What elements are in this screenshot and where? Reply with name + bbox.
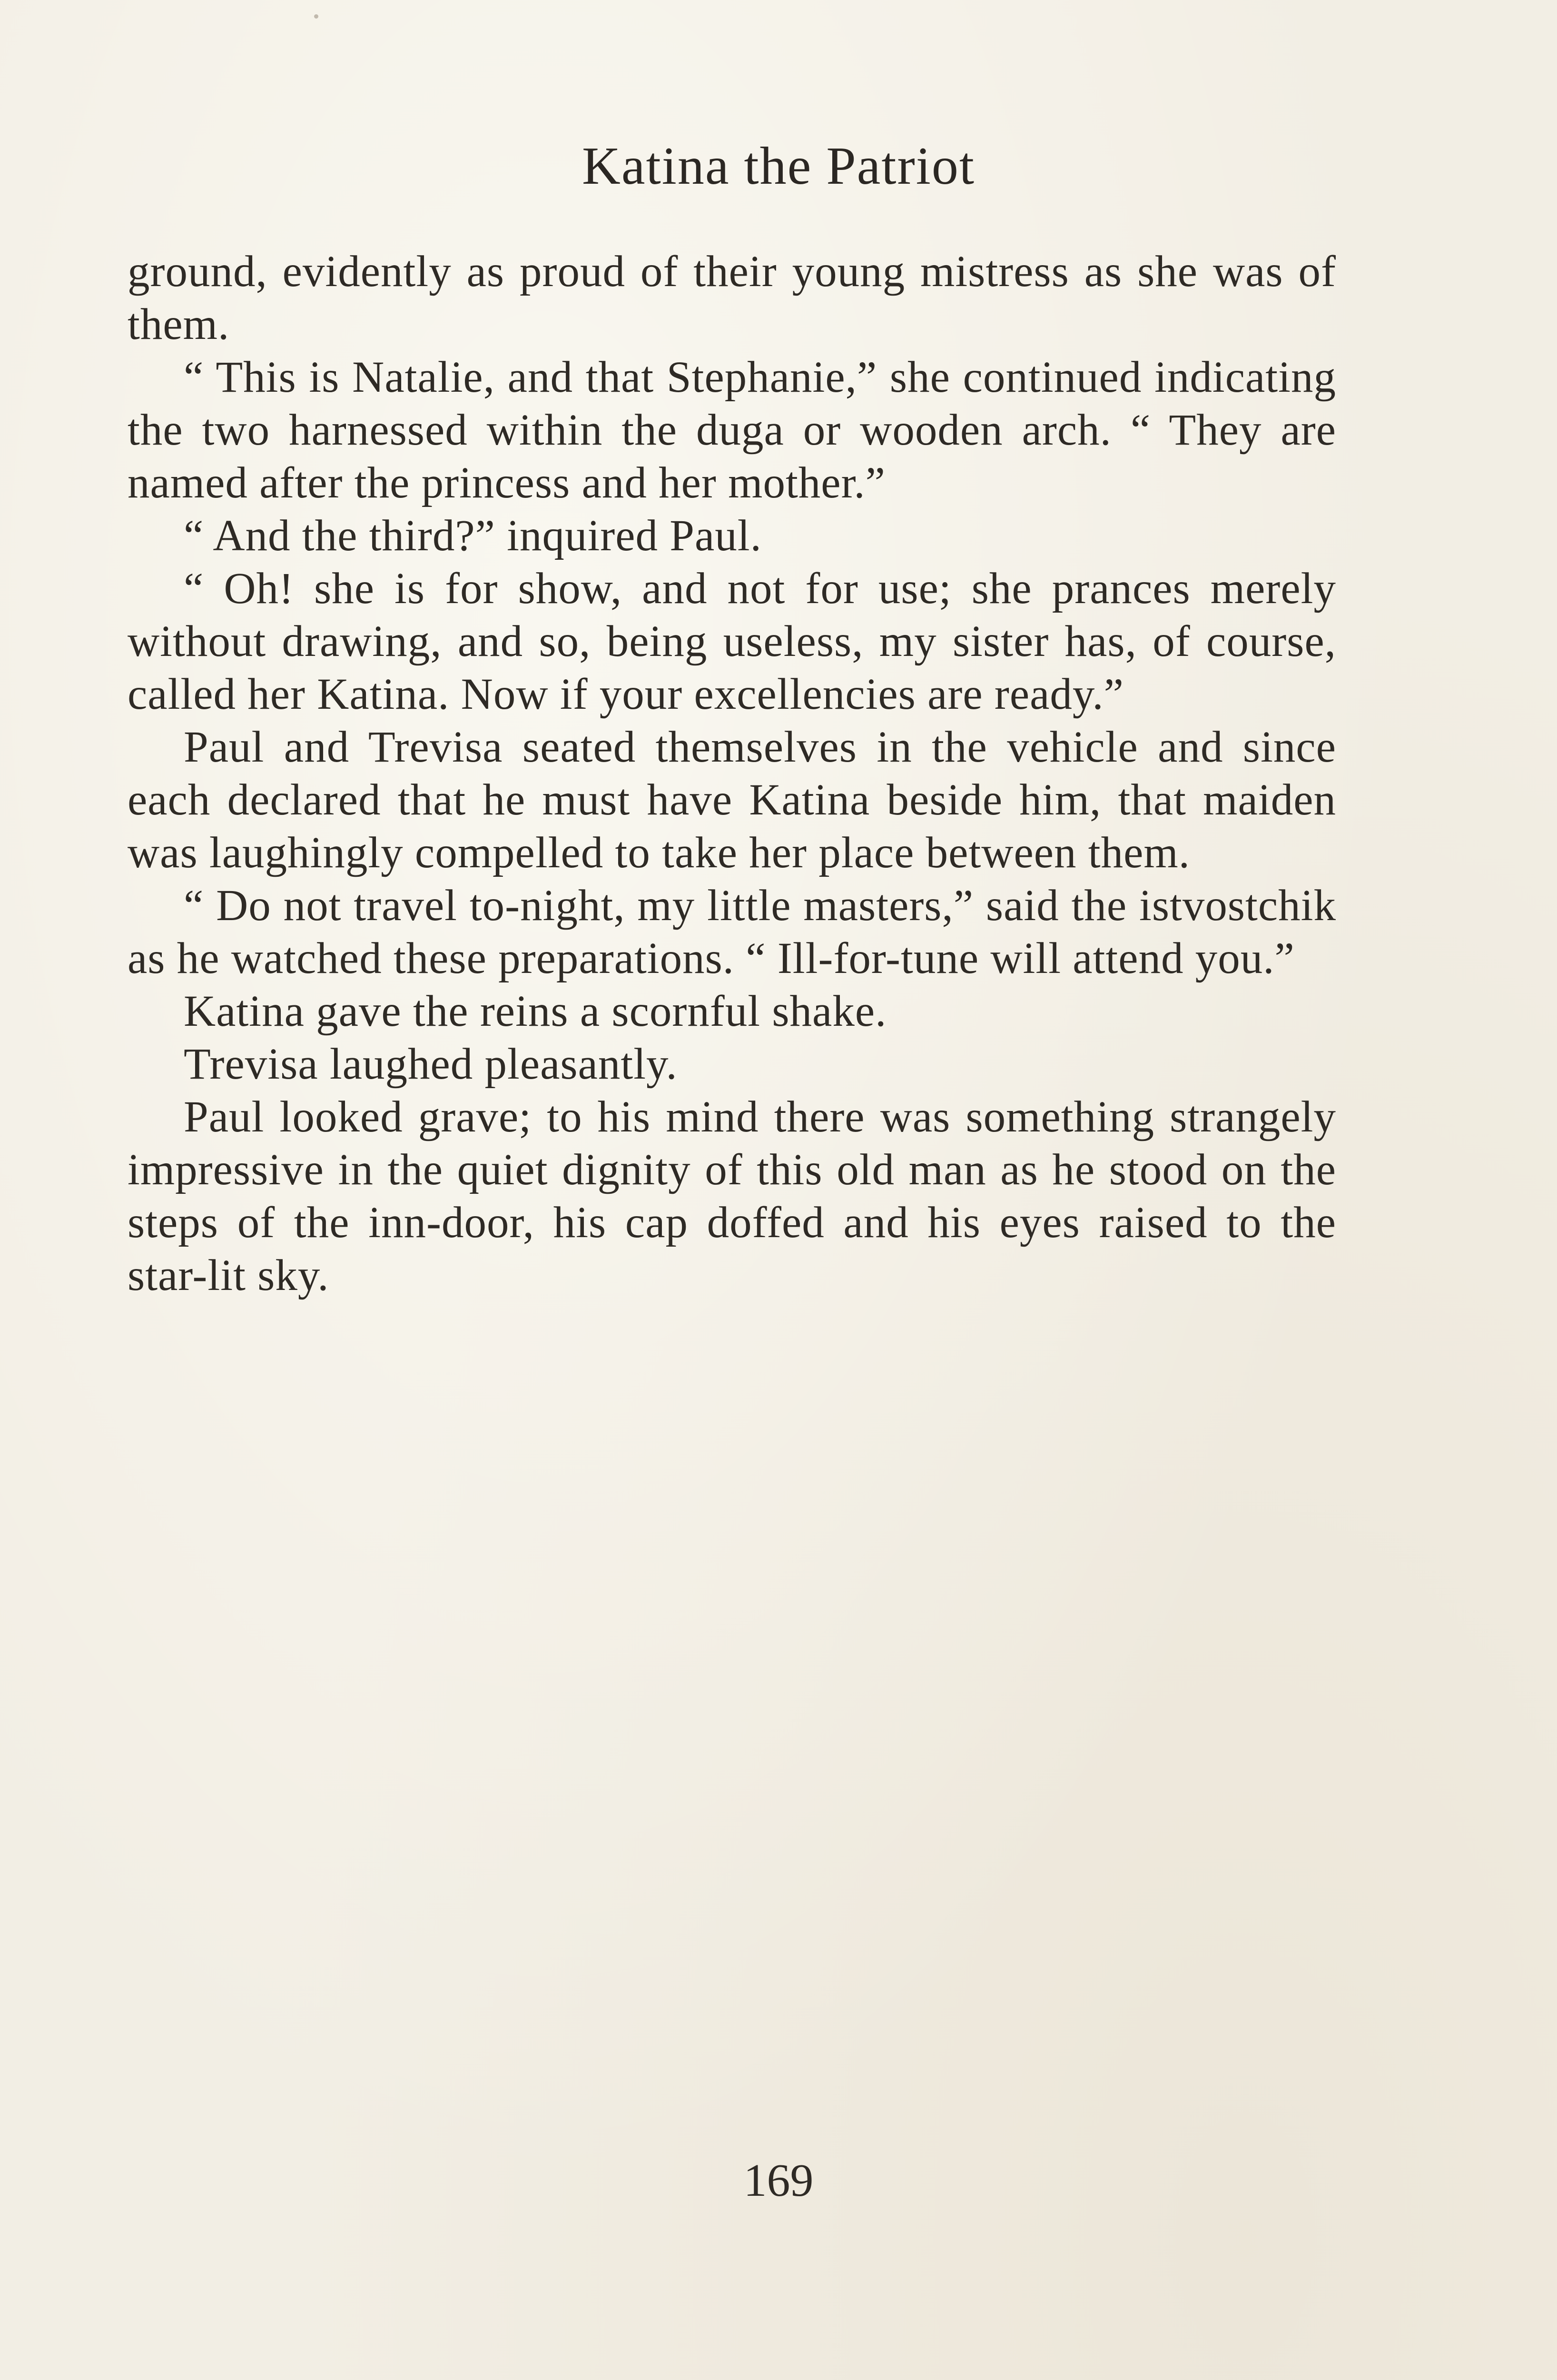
paragraph-4: “ Oh! she is for show, and not for use; she prances merely without drawing, and so, being useless, my sister has, of course, called her Katina. Now if your excellencies are ready.” <box>128 564 1336 719</box>
paragraph-3: “ And the third?” inquired Paul. <box>184 511 762 560</box>
paragraph-5: Paul and Trevisa seated themselves in the vehicle and since each declared that he must have Katina beside him, that maiden was laughingly compelled to take her place between them. <box>128 723 1336 877</box>
paragraph-7: Katina gave the reins a scornful shake. <box>184 987 887 1036</box>
paragraph-8: Trevisa laughed pleasantly. <box>184 1040 678 1089</box>
paragraph-6: “ Do not travel to-night, my little masters,” said the istvostchik as he watched these preparations. “ Ill-for-tune will attend you.” <box>128 881 1336 983</box>
paragraph-9: Paul looked grave; to his mind there was something strangely impressive in the quiet dignity of this old man as he stood on the steps of the inn-door, his cap doffed and his eyes raised to the star-lit sky. <box>128 1092 1336 1300</box>
paragraph-2: “ This is Natalie, and that Stephanie,” she continued indicating the two harnessed within the duga or wooden arch. “ They are named after the princess and her mother.” <box>128 353 1336 507</box>
page-number: 169 <box>743 2155 814 2206</box>
page-speck <box>314 14 318 19</box>
paragraph-1: ground, evidently as proud of their young mistress as she was of them. <box>128 247 1336 349</box>
body-text <box>128 245 1336 1302</box>
running-head: Katina the Patriot <box>581 137 975 196</box>
